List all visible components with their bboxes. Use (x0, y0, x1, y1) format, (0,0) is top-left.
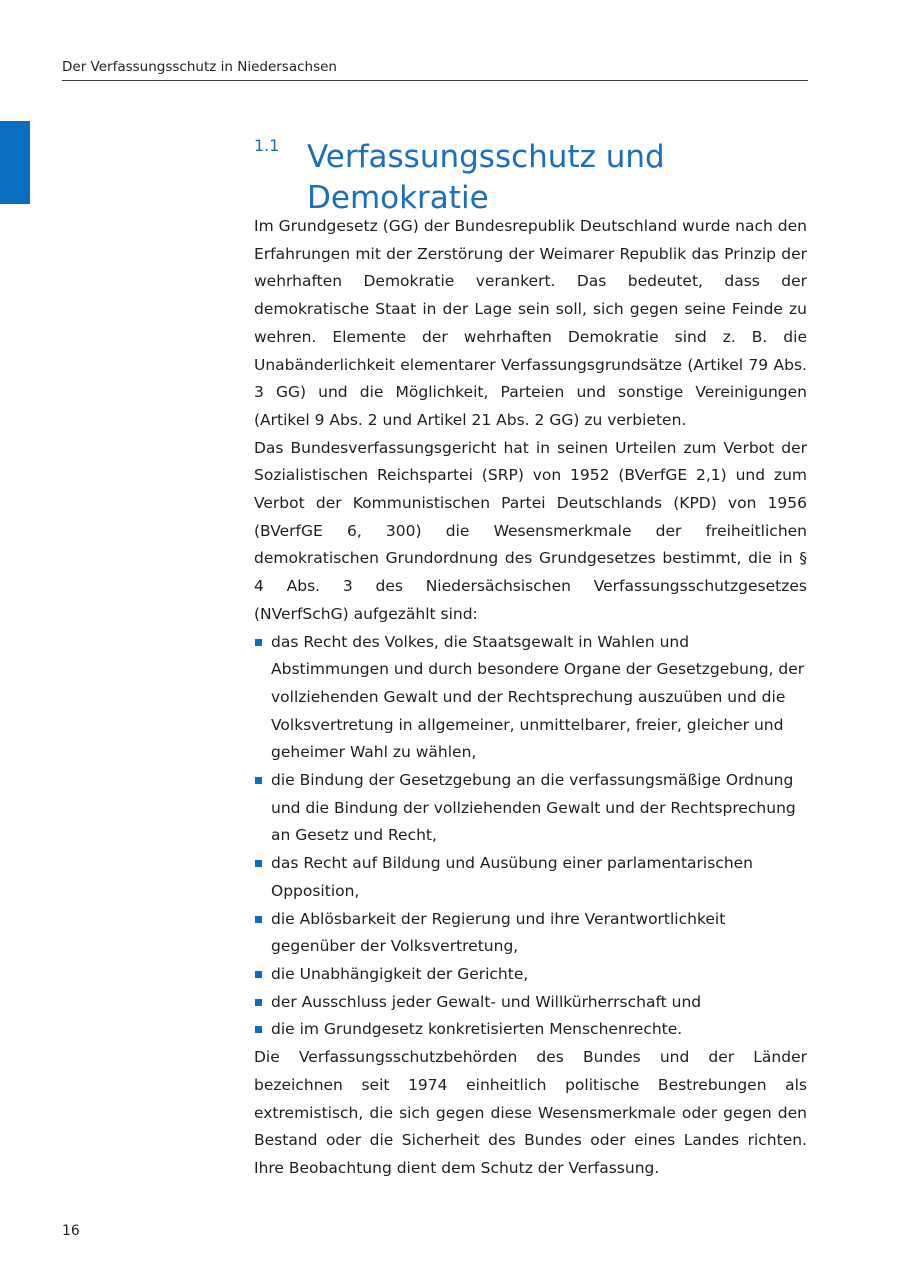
square-bullet-icon (255, 916, 262, 923)
paragraph: Das Bundesverfassungsgericht hat in seinen Urteilen zum Verbot der Sozialistischen Reichspartei (SRP) von 1952 (BVerfGE 2,1) und zum Verbot der Kommunistischen Partei Deutschlands (KPD) von 1956 (BVerfGE 6, 300) die Wesensmerkmale der freiheitlichen demokratischen Grundordnung des Grundgesetzes bestimmt, die in § 4 Abs. 3 des Niedersächsischen Verfassungsschutzgesetzes (NVerfSchG) aufgezählt sind: (254, 438, 807, 623)
body-text (254, 213, 807, 1183)
list-item-text: das Recht auf Bildung und Ausübung einer parlamentarischen Opposition, (271, 854, 754, 900)
list-item-text: der Ausschluss jeder Gewalt- und Willkürherrschaft und (271, 992, 702, 1011)
paragraph: Die Verfassungsschutzbehörden des Bundes und der Länder bezeichnen seit 1974 einheitlich politische Bestrebungen als extremistisch, die sich gegen diese Wesensmerkmale oder gegen den Bestand oder die Sicherheit des Bundes oder eines Landes richten. Ihre Beobachtung dient dem Schutz der Verfassung. (254, 1048, 807, 1177)
list-item (254, 850, 807, 905)
square-bullet-icon (255, 860, 262, 867)
square-bullet-icon (255, 1026, 262, 1033)
square-bullet-icon (255, 971, 262, 978)
list-item (254, 961, 807, 989)
list-item-text: die im Grundgesetz konkretisierten Menschenrechte. (271, 1020, 683, 1039)
list-item (254, 906, 807, 961)
bullet-list (254, 629, 807, 1045)
list-item (254, 629, 807, 768)
list-item (254, 767, 807, 850)
list-item-text: die Unabhängigkeit der Gerichte, (271, 964, 529, 983)
running-head: Der Verfassungsschutz in Niedersachsen (62, 59, 337, 75)
square-bullet-icon (255, 777, 262, 784)
list-item-text: die Ablösbarkeit der Regierung und ihre Verantwortlichkeit gegenüber der Volksvertretung, (271, 909, 726, 956)
page-number: 16 (62, 1223, 80, 1239)
square-bullet-icon (255, 639, 262, 646)
paragraph: Im Grundgesetz (GG) der Bundesrepublik Deutschland wurde nach den Erfahrungen mit der Zerstörung der Weimarer Republik das Prinzip der wehrhaften Demokratie verankert. Das bedeutet, dass der demokratische Staat in der Lage sein soll, sich gegen seine Feinde zu wehren. Elemente der wehrhaften Demokratie sind z. B. die Unabänderlichkeit elementarer Verfassungsgrundsätze (Artikel 79 Abs. 3 GG) und die Möglichkeit, Parteien und sonstige Vereinigungen (Artikel 9 Abs. 2 und Artikel 21 Abs. 2 GG) zu verbieten. (254, 217, 807, 429)
section-number: 1.1 (254, 136, 280, 155)
list-item-text: die Bindung der Gesetzgebung an die verfassungsmäßige Ordnung und die Bindung der vollziehenden Gewalt und der Rechtsprechung an Gesetz und Recht, (271, 771, 796, 845)
section-title: Verfassungsschutz und Demokratie (307, 138, 665, 216)
chapter-tab-marker (0, 121, 30, 204)
list-item (254, 1016, 807, 1044)
header-rule (62, 80, 808, 81)
square-bullet-icon (255, 999, 262, 1006)
list-item (254, 989, 807, 1017)
list-item-text: das Recht des Volkes, die Staatsgewalt in Wahlen und Abstimmungen und durch besondere Organe der Gesetzgebung, der vollziehenden Gewalt und der Rechtsprechung auszuüben und die Volksvertretung in allgemeiner, unmittelbarer, freier, gleicher und geheimer Wahl zu wählen, (271, 632, 805, 762)
